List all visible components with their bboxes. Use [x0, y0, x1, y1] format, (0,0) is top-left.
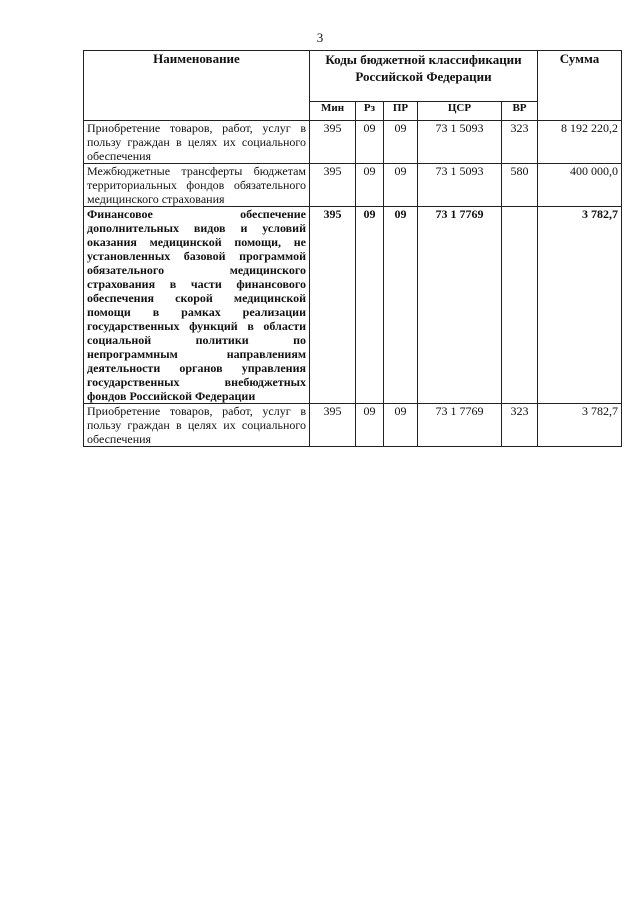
table-row — [84, 121, 622, 164]
row-vr: 580 — [502, 164, 538, 207]
row-csr: 73 1 5093 — [418, 121, 502, 164]
row-pr: 09 — [384, 164, 418, 207]
table-row — [84, 164, 622, 207]
row-rz: 09 — [356, 164, 384, 207]
page-number: 3 — [316, 30, 324, 45]
row-name: Приобретение товаров, работ, услуг в пользу граждан в целях их социального обеспечения — [84, 404, 310, 447]
row-vr — [502, 207, 538, 404]
csr-column-header: ЦСР — [418, 102, 502, 121]
row-csr: 73 1 7769 — [418, 404, 502, 447]
row-sum: 3 782,7 — [538, 207, 622, 404]
min-column-header: Мин — [310, 102, 356, 121]
row-csr: 73 1 5093 — [418, 164, 502, 207]
row-vr: 323 — [502, 121, 538, 164]
row-sum: 8 192 220,2 — [538, 121, 622, 164]
row-csr: 73 1 7769 — [418, 207, 502, 404]
vr-column-header: ВР — [502, 102, 538, 121]
row-pr: 09 — [384, 207, 418, 404]
header-row — [84, 51, 622, 102]
table-row — [84, 404, 622, 447]
row-pr: 09 — [384, 121, 418, 164]
pr-column-header: ПР — [384, 102, 418, 121]
row-sum: 400 000,0 — [538, 164, 622, 207]
row-vr: 323 — [502, 404, 538, 447]
row-min: 395 — [310, 404, 356, 447]
row-name: Финансовое обеспечение дополнительных видов и условий оказания медицинской помощи, не установленных базовой программой обязательного медицинского страхования в части финансового обеспечения скорой медицинской помощи в рамках реализации государственных функций в области социальной политики по непрограммным направлениям деятельности органов управления государственных внебюджетных фондов Российской Федерации — [84, 207, 310, 404]
row-name: Приобретение товаров, работ, услуг в пользу граждан в целях их социального обеспечения — [84, 121, 310, 164]
row-sum: 3 782,7 — [538, 404, 622, 447]
budget-table — [83, 50, 622, 447]
row-rz: 09 — [356, 404, 384, 447]
row-min: 395 — [310, 207, 356, 404]
row-pr: 09 — [384, 404, 418, 447]
row-rz: 09 — [356, 121, 384, 164]
row-min: 395 — [310, 121, 356, 164]
row-min: 395 — [310, 164, 356, 207]
codes-column-header: Коды бюджетной классификации Российской Федерации — [310, 51, 538, 102]
sum-column-header: Сумма — [538, 51, 622, 121]
table-row — [84, 207, 622, 404]
row-rz: 09 — [356, 207, 384, 404]
row-name: Межбюджетные трансферты бюджетам территориальных фондов обязательного медицинского страхования — [84, 164, 310, 207]
name-column-header: Наименование — [84, 51, 310, 121]
rz-column-header: Рз — [356, 102, 384, 121]
